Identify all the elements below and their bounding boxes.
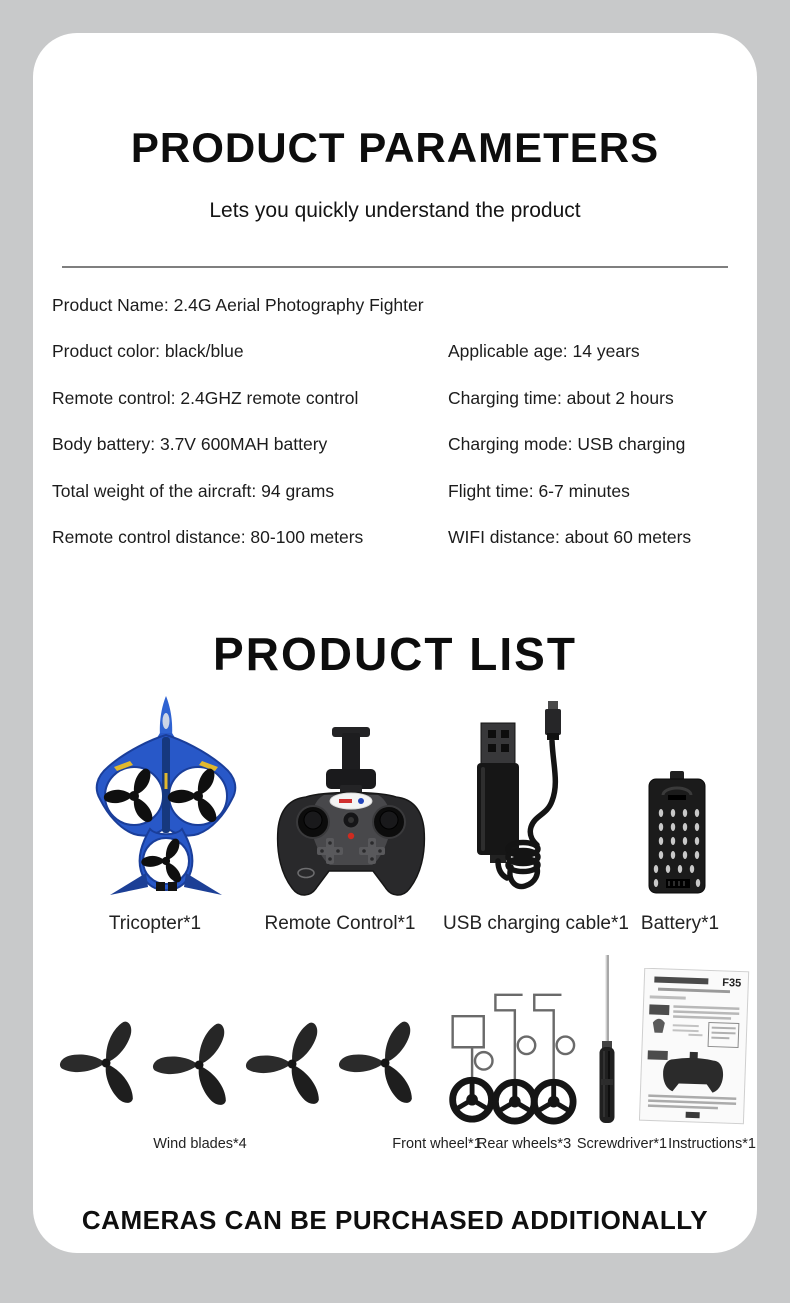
spec-product-name: Product Name: 2.4G Aerial Photography Fighter	[52, 294, 424, 315]
spec-rc-distance: Remote control distance: 80-100 meters	[52, 527, 364, 548]
spec-product-color: Product color: black/blue	[52, 341, 244, 362]
divider-line	[62, 266, 728, 268]
spec-remote-control: Remote control: 2.4GHZ remote control	[52, 387, 359, 408]
wind-blades-image	[58, 1015, 430, 1115]
battery-label: Battery*1	[640, 913, 720, 934]
spec-flight-time: Flight time: 6-7 minutes	[448, 480, 630, 501]
spec-row	[52, 375, 757, 422]
spec-charging-mode: Charging mode: USB charging	[448, 434, 686, 455]
spec-total-weight: Total weight of the aircraft: 94 grams	[52, 480, 335, 501]
screwdriver-label: Screwdriver*1	[576, 1136, 668, 1152]
rear-wheels-label: Rear wheels*3	[476, 1136, 572, 1152]
remote-control-image	[268, 727, 434, 909]
spec-charging-time: Charging time: about 2 hours	[448, 387, 674, 408]
screwdriver-image	[595, 955, 619, 1127]
tricopter-label: Tricopter*1	[108, 913, 202, 934]
spec-row	[52, 515, 757, 562]
parameters-title: PRODUCT PARAMETERS	[130, 124, 660, 171]
spec-wifi-distance: WIFI distance: about 60 meters	[448, 527, 692, 548]
usb-cable-image	[457, 697, 579, 901]
manual-code-text: F35	[722, 976, 742, 990]
spec-row	[52, 468, 757, 515]
spec-row	[52, 422, 757, 469]
spec-row	[52, 329, 757, 376]
tricopter-image	[88, 693, 244, 903]
battery-image	[646, 771, 708, 899]
front-wheel-label: Front wheel*1	[392, 1136, 482, 1152]
parameters-table	[52, 282, 757, 561]
cameras-note: CAMERAS CAN BE PURCHASED ADDITIONALLY	[81, 1205, 709, 1235]
wind-blades-label: Wind blades*4	[153, 1136, 247, 1152]
wheels-image	[441, 983, 577, 1128]
parameters-subtitle: Lets you quickly understand the product	[209, 199, 581, 223]
instructions-label: Instructions*1	[668, 1136, 756, 1152]
usb-cable-label: USB charging cable*1	[443, 913, 629, 934]
product-list-title: PRODUCT LIST	[213, 628, 577, 681]
instructions-image	[638, 968, 752, 1128]
remote-control-label: Remote Control*1	[264, 913, 416, 934]
product-card	[33, 33, 757, 1253]
spec-body-battery: Body battery: 3.7V 600MAH battery	[52, 434, 328, 455]
spec-applicable-age: Applicable age: 14 years	[448, 341, 640, 362]
